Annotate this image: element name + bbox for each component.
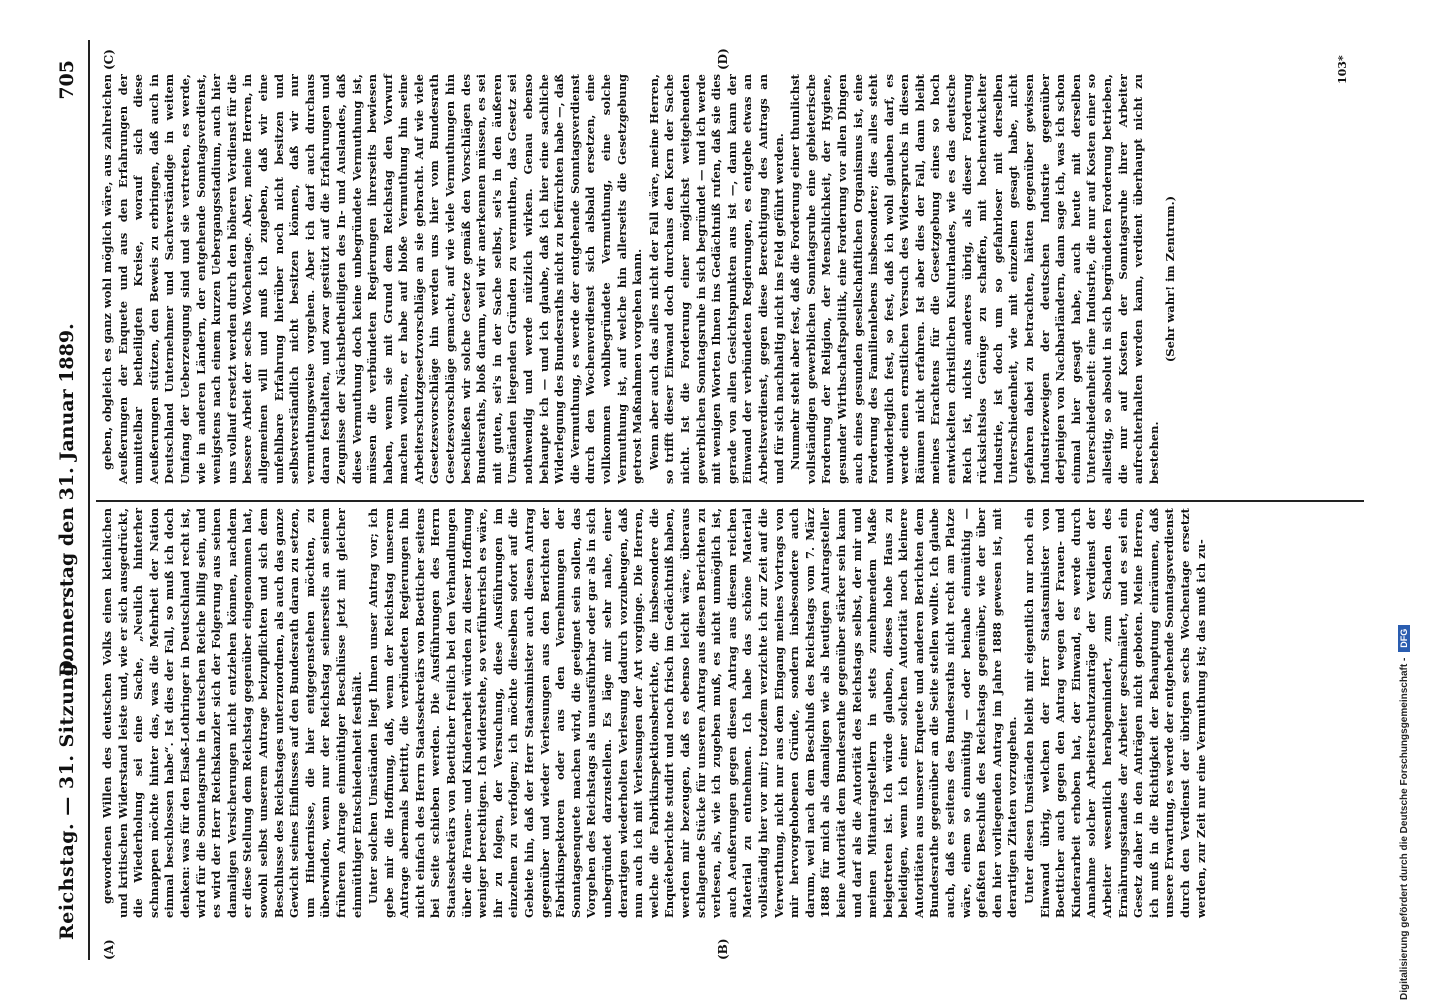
- header-rule: [88, 40, 90, 960]
- digitization-credit: [1398, 0, 1424, 1000]
- marker-c: (C): [102, 49, 116, 70]
- marker-d: (D): [716, 48, 730, 70]
- right-paragraph-3: Nunmehr steht aber fest, daß die Forderung einer thunlichst vollständigen gewerblichen Sonntagsruhe eine gebieterische Forderung der Religion, der Menschlichkeit, der Hygiene, gesunder Wirthschaftspolitik, eine Forderung vor allen Dingen auch eines gesunden gesellschaftlichen Organismus ist, eine Forderung des Familienlebens insbesondere; dies alles steht unwiderleglich fest, so fest, daß ich wohl glauben darf, es werde einen ernstlichen Versuch des Widerspruchs in diesen Räumen nicht erfahren. Ist aber dies der Fall, dann bleibt meines Erachtens für die Gesetzgebung eines so hoch entwickelten christlichen Kulturlandes, wie es das deutsche Reich ist, nichts anderes übrig, als dieser Forderung rücksichtslos Genüge zu schaffen, mit hochentwickelter Industrie, ist doch um so gefahrloser mit derselben Unterschiedenheit, wie mit einzelnen gesagt habe, nicht gefahren dabei zu betrachten, hätten gegenüber gewissen Industriezweigen der deutschen Industrie gegenüber derjenigen von Nachbarländern, dann sage ich, was ich schon einmal hier gesagt habe, auch heute mit derselben Unterschiedenheit: eine Industrie, die nur auf Kosten einer so allseitig, so absolut in sich begründeten Forderung betrieben, die nur auf Kosten der Sonntagsruhe ihrer Arbeiter aufrechterhalten werden kann, verdient überhaupt nicht zu bestehen.: [788, 74, 1161, 484]
- page-number: 705: [56, 60, 78, 100]
- credit-text: Digitalisierung gefördert durch die Deutsche Forschungsgemeinschaft -: [1399, 657, 1410, 1000]
- marker-b: (B): [716, 938, 730, 960]
- header-date: Donnerstag den 31. Januar 1889.: [56, 323, 78, 677]
- left-column: [100, 508, 1210, 918]
- marker-a: (A): [102, 939, 116, 960]
- right-paragraph-2: Wenn aber auch das alles nicht der Fall wäre, meine Herren, so trifft dieser Einwand doch durchaus den Kern der Sache nicht. Ist die Forderung einer möglichst weitgehenden gewerblichen Sonntagsruhe in sich begründet — und ich werde mit wenigen Worten Ihnen ins Gedächtniß rufen, daß sie dies gerade von allen Gesichtspunkten aus ist —, dann kann der Einwand der verbündeten Regierungen, es entgehe etwas an Arbeitsverdienst, gegen diese Berechtigung des Antrags an und für sich nachhaltig nicht ins Feld geführt werden.: [646, 74, 786, 484]
- page-header: [56, 60, 86, 940]
- applause-note: (Sehr wahr! im Zentrum.): [1163, 195, 1178, 363]
- column-divider: [96, 500, 1364, 502]
- page-footer-number: 103*: [1336, 55, 1349, 84]
- right-paragraph-1: geben, obgleich es ganz wohl möglich wäre, aus zahlreichen Aeußerungen der Enquete und aus den Erfahrungen der unmittelbar betheiligten Kreise, worauf sich diese Aeußerungen stützen, den Beweis zu erbringen, daß auch in Deutschland Unternehmer und Sachverständige in weitem Umfang der Ueberzeugung sind und sie vertreten, es werde, wie in anderen Ländern, der entgehende Sonntagsverdienst, wenigstens nach einem kurzen Uebergangsstadium, auch hier uns vollauf ersetzt werden durch den höheren Verdienst für die bessere Arbeit der sechs Wochentage. Aber, meine Herren, in allgemeinen will und muß ich zugeben, daß wir eine unfehlbare Erfahrung hierüber noch nicht besitzen und selbstverständlich nicht besitzen können, daß wir nur vermuthungsweise vorgehen. Aber ich darf auch durchaus daran festhalten, und zwar gestützt auf die Erfahrungen und Zeugnisse der Nächstbetheiligten des In- und Auslandes, daß diese Vermuthung doch keine unbegründete Vermuthung ist, müssen die verbündeten Regierungen ihrerseits bewiesen haben, wenn sie mit Grund dem Reichstag den Vorwurf machen wollten, er habe auf bloße Vermuthung hin seine Arbeiterschutzgesetzvorschläge an sie gebracht. Auf wie viele Gesetzesvorschläge hin werden uns hier vom Bundesrath Gesetzesvorschläge gemacht, auf wie viele Vermuthungen hin beschließen wir solche Gesetze gemäß den Vorschlägen des Bundesraths, bloß darum, weil wir anerkennen müssen, es sei mit guten, sei's in der Sache selbst, sei's in den äußeren Umständen liegenden Gründen zu vermuthen, das Gesetz sei nothwendig und werde nützlich wirken. Genau ebenso behaupte ich — und ich glaube, daß ich hier eine sachliche Widerlegung des Bundesraths nicht zu befürchten habe —, daß die Vermuthung, es werde der entgehende Sonntagsverdienst durch den Wochenverdienst sich alsbald ersetzen, eine vollkommen wohlbegründete Vermuthung, eine solche Vermuthung ist, auf welche hin allerseits die Gesetzgebung getrost Maßnahmen vorgehen kann.: [100, 74, 645, 484]
- left-paragraph-3: Unter diesen Umständen bleibt mir eigentlich nur noch ein Einwand übrig, welchen der Herr Staatsminister von Boetticher auch gegen den Antrag wegen der Frauen- und Kinderarbeit erhoben hat, der Einwand, es werde durch Annahme solcher Arbeiterschutzanträge der Verdienst der Arbeiter wesentlich herabgemindert, zum Schaden des Ernährungsstandes der Arbeiter geschmälert, und es sei ein Gesetz daher in den Anträgen nicht geboten. Meine Herren, ich muß in die Richtigkeit der Behauptung einräumen, daß unsere Erwartung, es werde der entgehende Sonntagsverdienst durch den Verdienst der übrigen sechs Wochentage ersetzt werden, zur Zeit nur eine Vermuthung ist; das muß ich zu-: [1022, 508, 1208, 918]
- right-column: [100, 74, 1180, 484]
- left-paragraph-2: Unter solchen Umständen liegt Ihnen unser Antrag vor; ich gebe mir die Hoffnung, daß, wenn der Reichstag unserem Antrage abermals beitritt, die verbündeten Regierungen ihn nicht einfach des Herrn Staatssekretärs von Boetticher seitens bei Seite schieben werden. Die Ausführungen des Herrn Staatssekretärs von Boetticher freilich bei den Verhandlungen über die Frauen- und Kinderarbeit würden zu dieser Hoffnung weniger berechtigen. Ich widerstehe, so verführerisch es wäre, ihr zu folgen, der Versuchung, diese Ausführungen im einzelnen zu verfolgen; ich möchte dieselben sofort auf die Gebiete hin, daß der Herr Staatsminister auch diesen Antrag gegenüber und wieder Verlesungen aus den Berichten der Fabrikinspektoren oder aus den Vernehmungen der Sonntagsenquete machen wird, die geeignet sein sollen, das Vorgehen des Reichstags als unausführbar oder gar als in sich unbegründet darzustellen. Es läge mir sehr nahe, einer derartigen wiederholten Verlesung dadurch vorzubeugen, daß nun auch ich mit Verlesungen der Art vorginge. Die Herren, welche die Fabrikinspektionsberichte, die insbesondere die Enquêteberichte studirt und noch frisch im Gedächtniß haben, werden mir bezeugen, daß es ebenso leicht wäre, überaus schlagende Stücke für unseren Antrag aus diesen Berichten zu verlesen, als, wie ich zugeben muß, es nicht unmöglich ist, auch Aeußerungen gegen diesen Antrag aus diesem reichen Material zu entnehmen. Ich habe das schöne Material vollständig hier vor mir; trotzdem verzichte ich zur Zeit auf die Verwerthung, nicht nur aus dem Eingang meines Vortrags von mir hervorgehobenen Gründe, sondern insbesondere auch darum, weil nach dem Beschluß des Reichstags vom 7. März 1888 für mich als damaligen wie als heutigen Antragsteller keine Autorität dem Bundesrathe gegenüber stärker sein kann und darf als die Autorität des Reichstags selbst, der mir und meinen Mitantragstellern in stets zunehmendem Maße beigetreten ist. Ich würde glauben, dieses hohe Haus zu beleidigen, wenn ich einer solchen Autorität noch kleinere Autoritäten aus unserer Enquete und anderen Berichten dem Bundesrathe gegenüber an die Seite stellen wollte. Ich glaube auch, daß es seitens des Bundesraths nicht recht am Platze wäre, einem so einmüthig — oder beinahe einmüthig — gefaßten Beschluß des Reichstags gegenüber, wie der über den hier vorliegenden Antrag im Jahre 1888 gewesen ist, mit derartigen Zitaten vorzugehen.: [366, 508, 1020, 918]
- header-left: Reichstag. — 31. Sitzung.: [56, 655, 78, 940]
- dfg-logo: DFG: [1398, 625, 1410, 652]
- left-paragraph-1: gewordenen Willen des deutschen Volks einen kleinlichen und kritischen Widerstand leiste und, wie er sich ausgedrückt, die Wiederholung sei eine Sache, „Neulich hinterher schnappen möchte hinter das, was die Mehrheit der Nation einmal beschlossen habe“. Ist dies der Fall, so muß ich doch denken: was für den Elsaß-Lothringer in Deutschland recht ist, wird für die Sonntagsruhe in deutschen Reiche billig sein, und es wird der Herr Reichskanzler sich der Folgerung aus seinen damaligen Versicherungen nicht entziehen können, nachdem er diese Stellung dem Reichstag gegenüber eingenommen hat, sowohl selbst unserem Antrage beizupflichten und sich dem Beschlusse des Reichstages unterzuordnen, als auch das ganze Gewicht seines Einflusses auf den Bundesrath daran zu setzen, um Hindernisse, die hier entgegenstehen möchten, zu überwinden, wenn nur der Reichstag seinerseits an seinem früheren Antrage einmüthiger Beschlüsse jetzt mit gleicher einmüthiger Entschiedenheit festhält.: [100, 508, 364, 918]
